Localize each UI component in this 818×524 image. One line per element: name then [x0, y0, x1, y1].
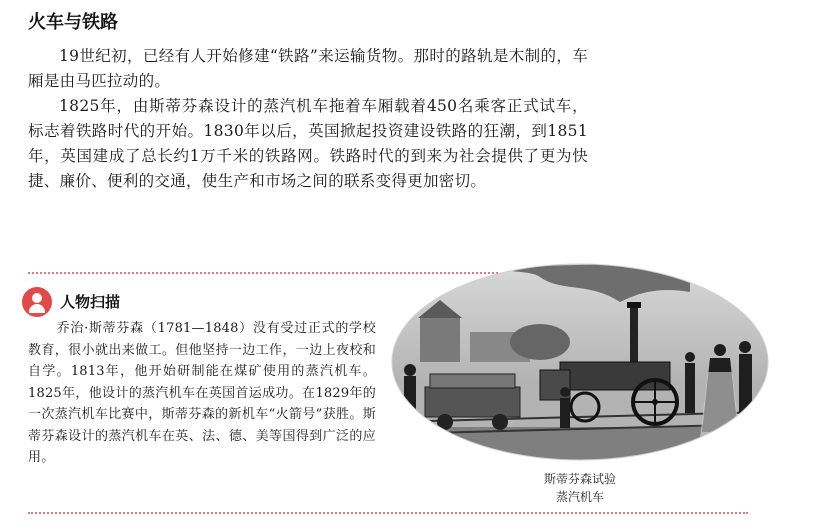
paragraph-1: 19世纪初，已经有人开始修建“铁路”来运输货物。那时的路轨是木制的，车厢是由马匹拉动的。 — [28, 47, 588, 90]
person-icon — [22, 287, 52, 317]
paragraph-2: 1825年，由斯蒂芬森设计的蒸汽机车拖着车厢载着450名乘客正式试车，标志着铁路时代的开始。1830年以后，英国掀起投资建设铁路的狂潮，到1851年，英国建成了总长约1万千米的铁路网。铁路时代的到来为社会提供了更为快捷、廉价、便利的交通，使生产和市场之间的联系变得更加密切。 — [28, 97, 588, 190]
figure-caption — [520, 470, 640, 506]
section-title: 火车与铁路 — [28, 12, 118, 33]
sidebar-text: 乔治·斯蒂芬森（1781—1848）没有受过正式的学校教育，很小就出来做工。但他坚持一边工作，一边上夜校和自学。1813年，他开始研制能在煤矿使用的蒸汽机车。1825年，他设计的蒸汽机车在英国首运成功。在1829年的一次蒸汽机车比赛中，斯蒂芬森的新机车“火箭号”获胜。斯蒂芬森设计的蒸汽机车在英、法、德、美等国得到广泛的应用。 — [28, 321, 376, 465]
sidebar-bottom-divider — [28, 512, 748, 514]
caption-line-1: 斯蒂芬森试验 — [543, 472, 616, 486]
caption-line-2: 蒸汽机车 — [555, 490, 604, 504]
sidebar-title: 人物扫描 — [60, 293, 121, 311]
steam-locomotive-illustration — [390, 262, 770, 462]
section-body — [28, 44, 588, 194]
